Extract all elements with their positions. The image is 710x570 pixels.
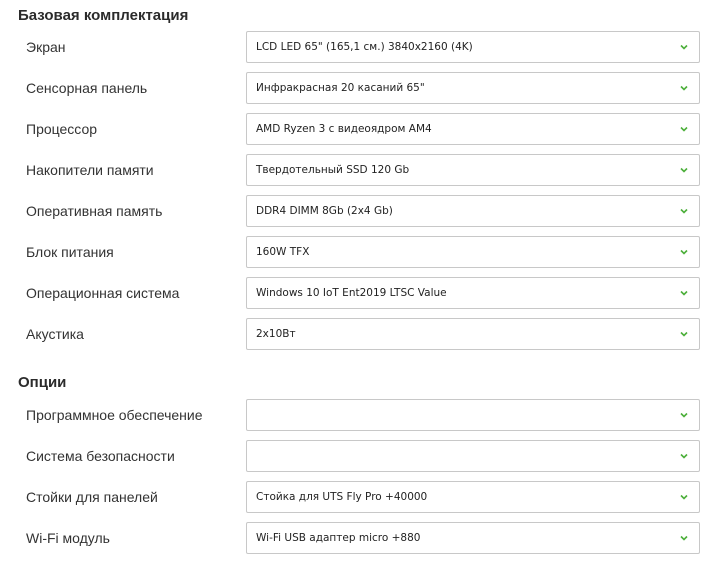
config-row-security <box>0 440 710 474</box>
config-row-processor <box>0 113 710 147</box>
select-value: LCD LED 65" (165,1 см.) 3840x2160 (4K) <box>256 41 473 53</box>
chevron-down-icon <box>679 165 689 175</box>
config-row-storage <box>0 154 710 188</box>
select-value: Инфракрасная 20 касаний 65" <box>256 82 425 94</box>
select-value: Стойка для UTS Fly Pro +40000 <box>256 491 428 503</box>
ram-select[interactable] <box>246 195 700 227</box>
section-title-base: Базовая комплектация <box>18 7 189 24</box>
wifi-select[interactable] <box>246 522 700 554</box>
chevron-down-icon <box>679 410 689 420</box>
select-value: DDR4 DIMM 8Gb (2x4 Gb) <box>256 205 393 217</box>
row-label: Программное обеспечение <box>26 407 203 423</box>
row-label: Акустика <box>26 326 84 342</box>
row-label: Wi-Fi модуль <box>26 530 110 546</box>
chevron-down-icon <box>679 288 689 298</box>
chevron-down-icon <box>679 329 689 339</box>
config-row-touch-panel <box>0 72 710 106</box>
chevron-down-icon <box>679 206 689 216</box>
config-row-stands <box>0 481 710 515</box>
config-row-acoustics <box>0 318 710 352</box>
select-value: Твердотельный SSD 120 Gb <box>256 164 410 176</box>
processor-select[interactable] <box>246 113 700 145</box>
row-label: Оперативная память <box>26 203 163 219</box>
row-label: Накопители памяти <box>26 162 154 178</box>
row-label: Система безопасности <box>26 448 175 464</box>
row-label: Сенсорная панель <box>26 80 148 96</box>
row-label: Блок питания <box>26 244 114 260</box>
section-title-options: Опции <box>18 374 67 391</box>
chevron-down-icon <box>679 124 689 134</box>
chevron-down-icon <box>679 42 689 52</box>
chevron-down-icon <box>679 83 689 93</box>
row-label: Экран <box>26 39 66 55</box>
config-row-wifi <box>0 522 710 556</box>
select-value: Windows 10 IoT Ent2019 LTSC Value <box>256 287 447 299</box>
chevron-down-icon <box>679 492 689 502</box>
touch-panel-select[interactable] <box>246 72 700 104</box>
select-value: AMD Ryzen 3 с видеоядром AM4 <box>256 123 432 135</box>
psu-select[interactable] <box>246 236 700 268</box>
screen-select[interactable] <box>246 31 700 63</box>
chevron-down-icon <box>679 451 689 461</box>
row-label: Операционная система <box>26 285 180 301</box>
config-row-software <box>0 399 710 433</box>
select-value: 160W TFX <box>256 246 310 258</box>
software-select[interactable] <box>246 399 700 431</box>
config-row-screen <box>0 31 710 65</box>
chevron-down-icon <box>679 533 689 543</box>
security-select[interactable] <box>246 440 700 472</box>
select-value: Wi-Fi USB адаптер micro +880 <box>256 532 421 544</box>
row-label: Стойки для панелей <box>26 489 158 505</box>
stands-select[interactable] <box>246 481 700 513</box>
config-row-os <box>0 277 710 311</box>
config-row-ram <box>0 195 710 229</box>
chevron-down-icon <box>679 247 689 257</box>
select-value: 2x10Вт <box>256 328 296 340</box>
config-row-psu <box>0 236 710 270</box>
row-label: Процессор <box>26 121 98 137</box>
storage-select[interactable] <box>246 154 700 186</box>
acoustics-select[interactable] <box>246 318 700 350</box>
os-select[interactable] <box>246 277 700 309</box>
